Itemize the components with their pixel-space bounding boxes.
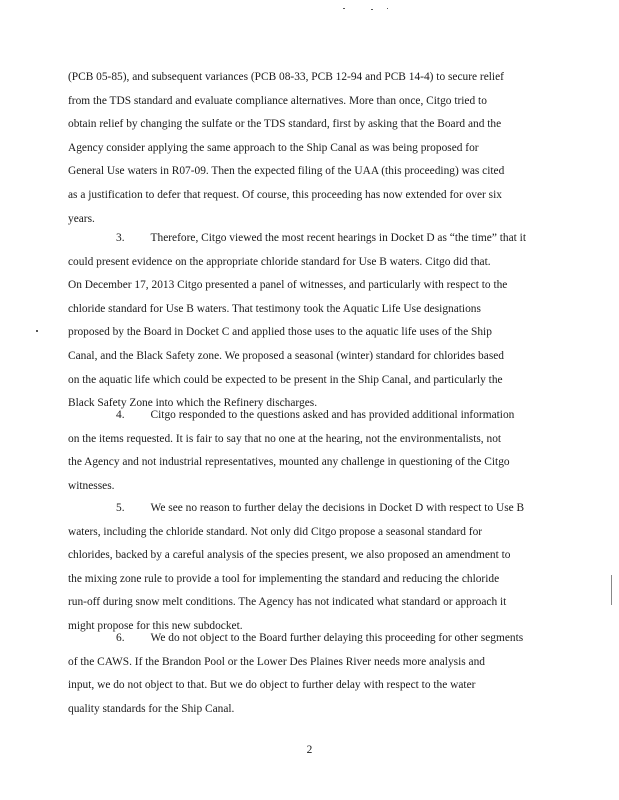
scan-speck: [343, 8, 345, 9]
text-line: quality standards for the Ship Canal.: [68, 702, 235, 715]
text-line: chloride standard for Use B waters. That testimony took the Aquatic Life Use designations: [68, 302, 481, 315]
text-line: [68, 627, 548, 651]
paragraph-number: 5.: [116, 502, 125, 514]
scan-speck: [611, 575, 612, 605]
text-line: on the items requested. It is fair to say that no one at the hearing, not the environmentalists, not: [68, 432, 502, 445]
text-line: [68, 497, 548, 521]
text-line: as a justification to defer that request. Of course, this proceeding has now extended for over six: [68, 188, 502, 201]
paragraph-continuation: [68, 66, 548, 231]
text-line: waters, including the chloride standard. Not only did Citgo propose a seasonal standard for: [68, 525, 483, 538]
text-line: proposed by the Board in Docket C and applied those uses to the aquatic life uses of the Ship: [68, 326, 492, 339]
paragraph-5: [68, 497, 548, 639]
text-line: Canal, and the Black Safety zone. We proposed a seasonal (winter) standard for chlorides based: [68, 349, 504, 362]
text-line: Black Safety Zone into which the Refinery discharges.: [68, 397, 318, 410]
paragraph-number: 6.: [116, 632, 125, 644]
text-line: of the CAWS. If the Brandon Pool or the Lower Des Plaines River needs more analysis and: [68, 655, 485, 668]
paragraph-6: [68, 627, 548, 721]
text-line: General Use waters in R07-09. Then the expected filing of the UAA (this proceeding) was cited: [68, 165, 505, 178]
paragraph-3: [68, 227, 548, 416]
text-line: [68, 404, 548, 428]
text-line: might propose for this new subdocket.: [68, 619, 243, 632]
text-line: could present evidence on the appropriate chloride standard for Use B waters. Citgo did that.: [68, 255, 491, 268]
text-line: chlorides, backed by a careful analysis of the species present, we also proposed an amendment to: [68, 549, 511, 562]
text-line: witnesses.: [68, 479, 115, 492]
text-line: On December 17, 2013 Citgo presented a panel of witnesses, and particularly with respect to the: [68, 279, 508, 292]
text-line-first: We see no reason to further delay the decisions in Docket D with respect to Use B: [150, 502, 525, 514]
text-line: the mixing zone rule to provide a tool for implementing the standard and reducing the chloride: [68, 572, 500, 585]
paragraph-number: 4.: [116, 409, 125, 421]
text-line: obtain relief by changing the sulfate or the TDS standard, first by asking that the Board and the: [68, 118, 502, 131]
text-line-first: Therefore, Citgo viewed the most recent hearings in Docket D as “the time” that it: [150, 232, 526, 244]
page-number: 2: [306, 744, 313, 756]
scan-speck: [387, 8, 388, 9]
paragraph-number: 3.: [116, 232, 125, 244]
text-line: from the TDS standard and evaluate compliance alternatives. More than once, Citgo tried to: [68, 94, 487, 107]
paragraph-4: [68, 404, 548, 498]
text-line: the Agency and not industrial representatives, mounted any challenge in questioning of the Citgo: [68, 456, 510, 469]
text-line-first: Citgo responded to the questions asked and has provided additional information: [150, 409, 515, 421]
scan-speck: [36, 330, 38, 332]
text-line: (PCB 05-85), and subsequent variances (PCB 08-33, PCB 12-94 and PCB 14-4) to secure relief: [68, 71, 504, 83]
text-line: Agency consider applying the same approach to the Ship Canal as was being proposed for: [68, 141, 479, 154]
text-line: run-off during snow melt conditions. The Agency has not indicated what standard or approach it: [68, 596, 507, 609]
text-line-first: We do not object to the Board further delaying this proceeding for other segments: [150, 632, 524, 644]
text-line: input, we do not object to that. But we do object to further delay with respect to the water: [68, 679, 476, 692]
text-line: on the aquatic life which could be expected to be present in the Ship Canal, and particularly the: [68, 373, 503, 386]
text-line: [68, 227, 548, 251]
scan-speck: [371, 9, 373, 10]
text-line: years.: [68, 212, 95, 225]
